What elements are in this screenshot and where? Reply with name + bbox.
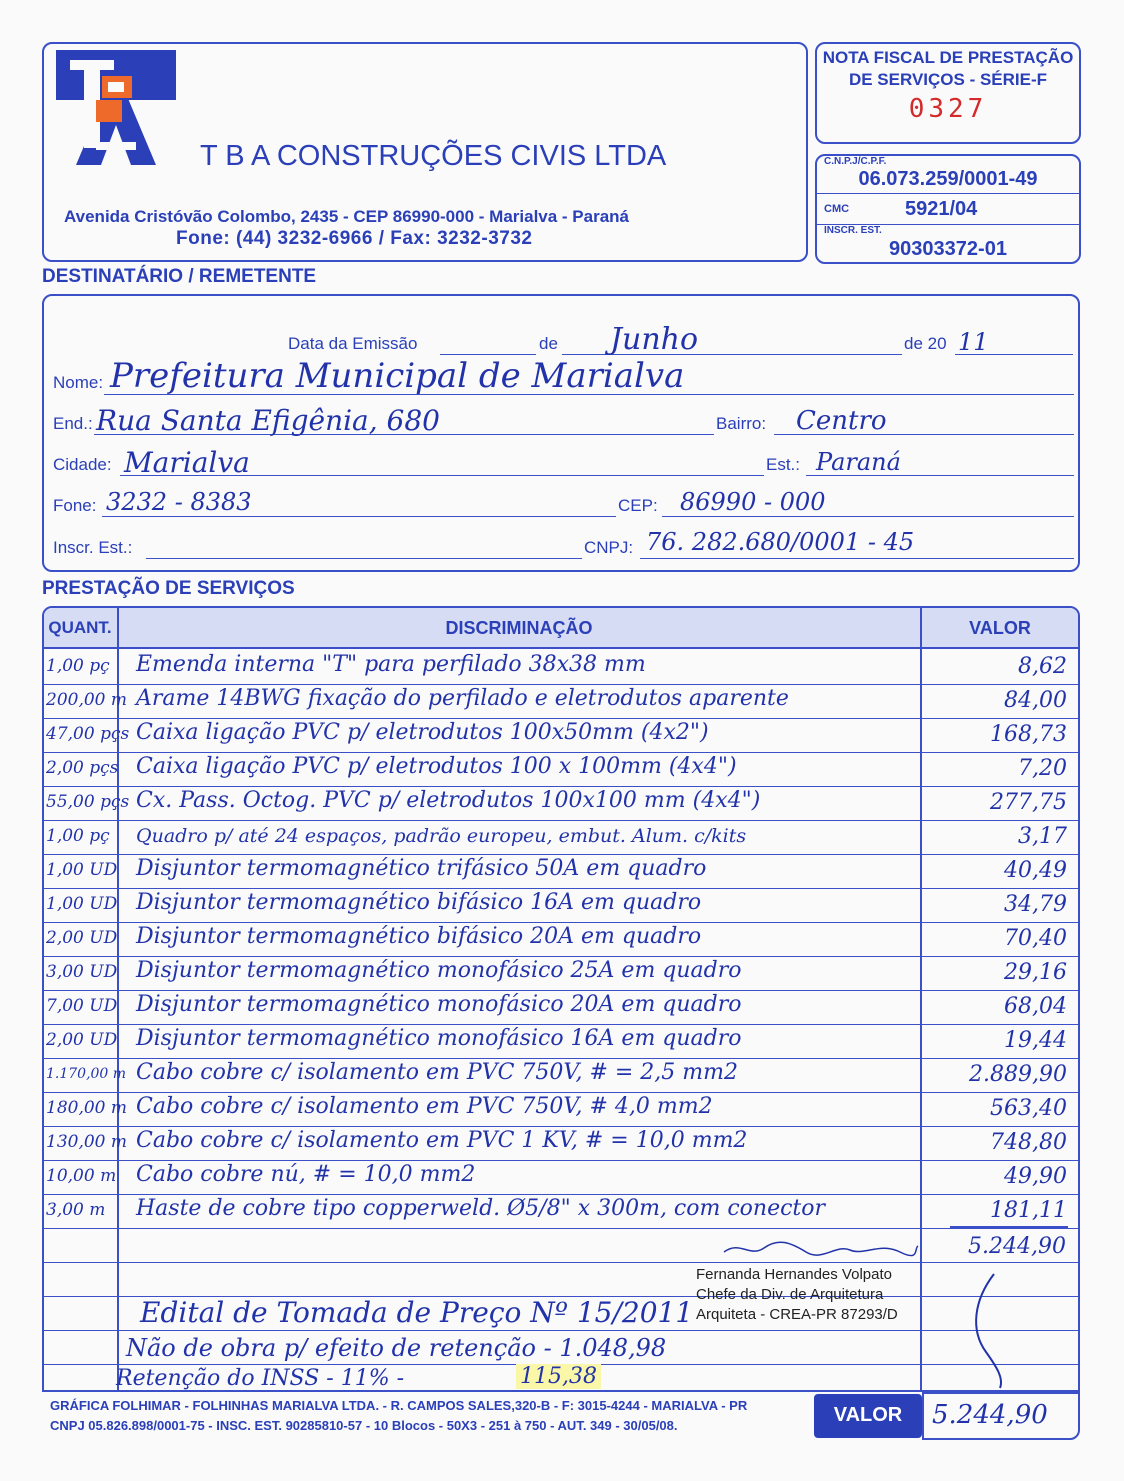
item-desc: Caixa ligação PVC p/ eletrodutos 100x50mm (4x2") [136, 720, 709, 745]
item-qty: 47,00 pçs [46, 724, 130, 744]
subtotal-value: 5.244,90 [968, 1234, 1066, 1259]
item-value: 3,17 [1018, 824, 1067, 849]
rule [44, 1194, 1078, 1195]
recipient-section-title: DESTINATÁRIO / REMETENTE [42, 266, 317, 287]
fone-label: Fone: [53, 496, 97, 515]
footer-line2: CNPJ 05.826.898/0001-75 - INSC. EST. 90285810-57 - 10 Blocos - 50X3 - 251 à 750 - AUT. 349 - 30/05/08. [50, 1418, 678, 1433]
doc-title-line1: NOTA FISCAL DE PRESTAÇÃO [822, 48, 1074, 67]
col-value-header: VALOR [969, 618, 1031, 638]
item-value: 8,62 [1018, 654, 1067, 679]
rule [44, 1126, 1078, 1127]
table-row [44, 1126, 1079, 1160]
signature-scribble [720, 1238, 920, 1260]
date-label: Data da Emissão [288, 334, 418, 353]
table-row [44, 990, 1079, 1024]
services-section-title: PRESTAÇÃO DE SERVIÇOS [42, 578, 295, 599]
bairro-value: Centro [796, 406, 887, 436]
item-desc: Cx. Pass. Octog. PVC p/ eletrodutos 100x100 mm (4x4") [136, 788, 761, 813]
table-row [44, 1160, 1079, 1194]
date-de1: de [539, 334, 558, 353]
table-row [44, 786, 1079, 820]
rule [44, 922, 1078, 923]
signer-name: Fernanda Hernandes Volpato [696, 1266, 892, 1283]
rule [44, 1024, 1078, 1025]
item-desc: Disjuntor termomagnético trifásico 50A em quadro [136, 856, 707, 881]
total-value: 5.244,90 [932, 1400, 1048, 1430]
rule [44, 956, 1078, 957]
rule [44, 684, 1078, 685]
est-label: Est.: [766, 455, 801, 474]
item-desc: Quadro p/ até 24 espaços, padrão europeu, embut. Alum. c/kits [136, 825, 747, 847]
company-phone: Fone: (44) 3232-6966 / Fax: 3232-3732 [176, 228, 533, 249]
item-value: 68,04 [1004, 994, 1067, 1019]
item-qty: 1,00 UD [46, 860, 118, 880]
table-row [44, 888, 1079, 922]
item-value: 19,44 [1004, 1028, 1067, 1053]
item-desc: Disjuntor termomagnético bifásico 16A em quadro [136, 890, 702, 915]
table-row [44, 956, 1079, 990]
cep-label: CEP: [618, 496, 658, 515]
item-desc: Cabo cobre c/ isolamento em PVC 750V, # = 2,5 mm2 [136, 1060, 738, 1085]
date-day-line [440, 354, 536, 355]
insc-label: INSCR. EST. [824, 225, 882, 236]
inscr-line [146, 558, 582, 559]
nome-value: Prefeitura Municipal de Marialva [110, 356, 685, 396]
item-desc: Disjuntor termomagnético monofásico 25A em quadro [136, 958, 742, 983]
item-desc: Haste de cobre tipo copperweld. Ø5/8" x 300m, com conector [136, 1196, 826, 1221]
note-retention-base: Não de obra p/ efeito de retenção - 1.048,98 [126, 1334, 667, 1362]
cnpj-label: C.N.P.J/C.P.F. [824, 156, 887, 167]
cidade-value: Marialva [124, 446, 250, 479]
rule [44, 786, 1078, 787]
item-value: 29,16 [1004, 960, 1067, 985]
item-desc: Cabo cobre c/ isolamento em PVC 1 KV, # = 10,0 mm2 [136, 1128, 748, 1153]
item-value: 40,49 [1004, 858, 1067, 883]
item-qty: 55,00 pçs [46, 792, 130, 812]
doc-title-line2: DE SERVIÇOS - SÉRIE-F [848, 70, 1048, 89]
rule [44, 718, 1078, 719]
rule [44, 1262, 1078, 1263]
item-desc: Cabo cobre c/ isolamento em PVC 750V, # 4,0 mm2 [136, 1094, 713, 1119]
item-qty: 2,00 UD [46, 1030, 118, 1050]
rule [44, 888, 1078, 889]
item-desc: Disjuntor termomagnético monofásico 16A em quadro [136, 1026, 742, 1051]
rule [44, 820, 1078, 821]
item-qty: 1.170,00 m [46, 1066, 127, 1082]
logo-graphic [56, 50, 176, 168]
cmc-value: 5921/04 [905, 198, 978, 220]
cnpj-r-value: 76. 282.680/0001 - 45 [646, 528, 915, 556]
table-row [44, 1058, 1079, 1092]
nome-label: Nome: [53, 373, 104, 392]
date-year: 11 [958, 328, 989, 356]
item-qty: 1,00 pç [46, 656, 110, 676]
valor-label: VALOR [833, 1404, 903, 1426]
fone-value: 3232 - 8383 [106, 488, 252, 516]
item-qty: 130,00 m [46, 1132, 128, 1152]
doc-number: 0327 [908, 94, 988, 124]
item-qty: 2,00 pçs [46, 758, 119, 778]
signer-role: Chefe da Div. de Arquitetura [696, 1286, 884, 1303]
item-value: 49,90 [1004, 1164, 1067, 1189]
item-qty: 10,00 m [46, 1166, 117, 1186]
date-month: Junho [610, 322, 699, 357]
table-row [44, 854, 1079, 888]
item-value: 563,40 [990, 1096, 1067, 1121]
item-desc: Caixa ligação PVC p/ eletrodutos 100 x 100mm (4x4") [136, 754, 737, 779]
note-edital: Edital de Tomada de Preço Nº 15/2011 [140, 1296, 694, 1329]
inscr-label: Inscr. Est.: [53, 538, 133, 557]
bairro-label: Bairro: [716, 414, 767, 433]
cnpj-r-line [640, 558, 1074, 559]
col-desc-header: DISCRIMINAÇÃO [445, 618, 593, 638]
item-desc: Cabo cobre nú, # = 10,0 mm2 [136, 1162, 476, 1187]
cidade-label: Cidade: [53, 455, 112, 474]
item-value: 2.889,90 [969, 1062, 1067, 1087]
cep-line [662, 516, 1074, 517]
rule [44, 1160, 1078, 1161]
cep-value: 86990 - 000 [680, 488, 826, 516]
signature [720, 1238, 920, 1264]
rule [44, 752, 1078, 753]
item-value: 168,73 [990, 722, 1067, 747]
item-desc: Emenda interna "T" para perfilado 38x38 mm [136, 652, 646, 677]
table-row [44, 1194, 1079, 1228]
item-qty: 1,00 pç [46, 826, 110, 846]
item-qty: 7,00 UD [46, 996, 118, 1016]
company-logo [56, 50, 176, 168]
table-row [44, 922, 1079, 956]
item-qty: 1,00 UD [46, 894, 118, 914]
item-value: 34,79 [1004, 892, 1067, 917]
rule [44, 1058, 1078, 1059]
company-name: T B A CONSTRUÇÕES CIVIS LTDA [200, 140, 667, 172]
table-row [44, 1024, 1079, 1058]
fone-line [102, 516, 616, 517]
table-row [44, 752, 1079, 786]
item-value: 181,11 [990, 1198, 1067, 1223]
footer-line1: GRÁFICA FOLHIMAR - FOLHINHAS MARIALVA LTDA. - R. CAMPOS SALES,320-B - F: 3015-4244 - MARIALVA - PR [50, 1398, 748, 1413]
item-qty: 3,00 UD [46, 962, 118, 982]
rule [44, 1092, 1078, 1093]
item-value: 277,75 [990, 790, 1067, 815]
table-row [44, 650, 1079, 684]
table-row [44, 820, 1079, 854]
note-inss: Retenção do INSS - 11% - [116, 1366, 405, 1391]
item-desc: Disjuntor termomagnético bifásico 20A em quadro [136, 924, 702, 949]
end-label: End.: [53, 414, 93, 433]
cnpj-r-label: CNPJ: [584, 538, 634, 557]
item-value: 70,40 [1004, 926, 1067, 951]
insc-value: 90303372-01 [889, 238, 1007, 260]
rule [44, 990, 1078, 991]
end-value: Rua Santa Efigênia, 680 [96, 404, 440, 437]
item-desc: Arame 14BWG fixação do perfilado e eletrodutos aparente [136, 686, 789, 711]
bracket-mark [960, 1270, 1020, 1390]
rule [44, 1330, 1078, 1331]
table-row [44, 1092, 1079, 1126]
rule [44, 1228, 1078, 1229]
cnpj-value: 06.073.259/0001-49 [858, 168, 1038, 190]
rule [44, 854, 1078, 855]
subtotal-underline [950, 1226, 1068, 1229]
col-qty-header: QUANT. [48, 618, 112, 637]
table-row [44, 718, 1079, 752]
est-value: Paraná [816, 448, 901, 476]
table-row [44, 684, 1079, 718]
cmc-label: CMC [824, 203, 850, 215]
note-inss-value: 115,38 [516, 1364, 601, 1389]
item-value: 84,00 [1004, 688, 1067, 713]
item-qty: 180,00 m [46, 1098, 128, 1118]
item-desc: Disjuntor termomagnético monofásico 20A em quadro [136, 992, 742, 1017]
signer-crea: Arquiteta - CREA-PR 87293/D [696, 1306, 898, 1323]
item-value: 748,80 [990, 1130, 1067, 1155]
item-value: 7,20 [1018, 756, 1067, 781]
item-qty: 200,00 m [46, 690, 128, 710]
item-qty: 2,00 UD [46, 928, 118, 948]
item-qty: 3,00 m [46, 1200, 106, 1220]
ids-divider-1 [817, 193, 1079, 194]
company-address: Avenida Cristóvão Colombo, 2435 - CEP 86990-000 - Marialva - Paraná [64, 207, 630, 226]
header-bottom-line [44, 647, 1078, 649]
date-de2: de 20 [904, 334, 947, 353]
